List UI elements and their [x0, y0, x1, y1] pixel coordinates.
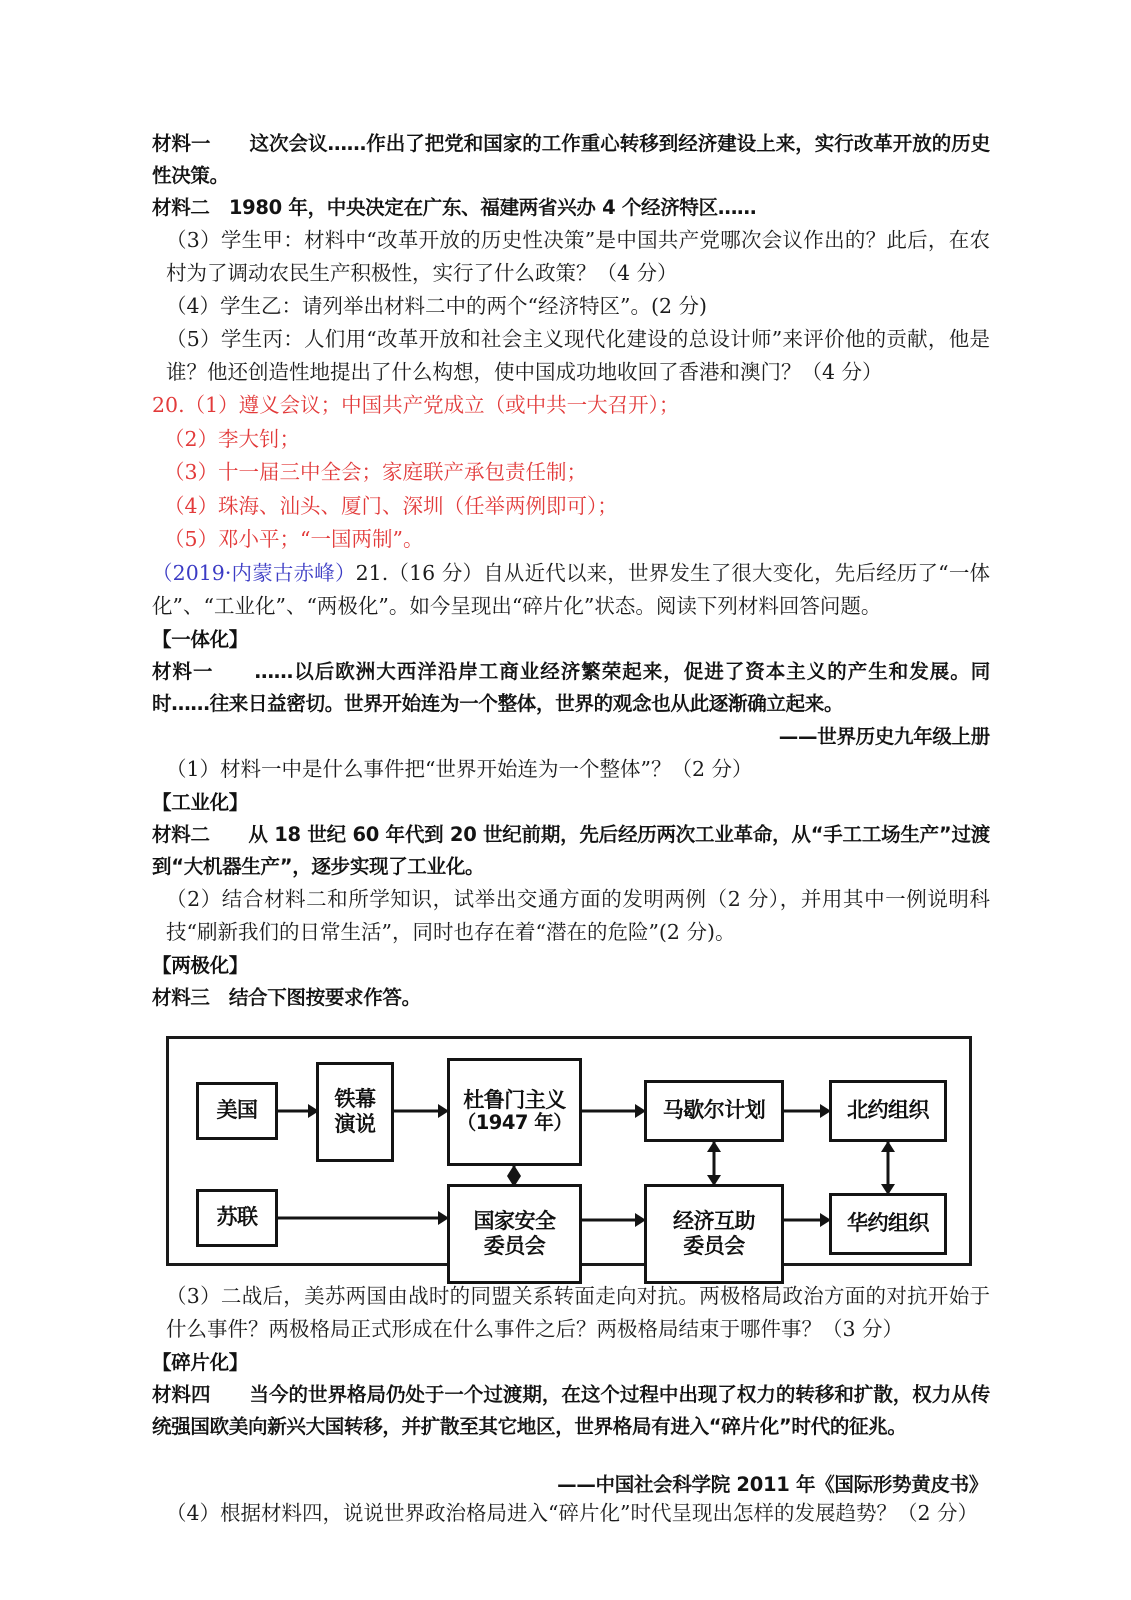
- flowchart-node-kgb-line1: 国家安全: [473, 1209, 556, 1234]
- section-head-integration: 【一体化】: [152, 627, 249, 651]
- flowchart-node-nato-label: 北约组织: [847, 1098, 929, 1123]
- material-two-text: 1980 年，中央决定在广东、福建两省兴办 4 个经济特区……: [228, 196, 757, 219]
- section-head-fragmentation: 【碎片化】: [152, 1350, 249, 1374]
- material-two-paragraph: [152, 192, 990, 224]
- flowchart-node-iron-line1: 铁幕: [334, 1087, 376, 1112]
- section1-material-paragraph: [152, 656, 990, 720]
- flowchart-node-comecon-line1: 经济互助: [673, 1209, 755, 1234]
- section4-material-text: 当今的世界格局仍处于一个过渡期，在这个过程中出现了权力的转移和扩散，权力从传统强国欧美向新兴大国转移，并扩散至其它地区，世界格局有进入“碎片化”时代的征兆。: [152, 1382, 990, 1438]
- answer-20-3: （3）十一届三中全会；家庭联产承包责任制；: [164, 460, 588, 484]
- flowchart-node-ussr: [196, 1189, 278, 1247]
- section1-material-label: 材料一: [152, 659, 214, 683]
- flowchart-node-warsaw-label: 华约组织: [847, 1211, 929, 1236]
- section4-material-label: 材料四: [152, 1382, 211, 1406]
- flowchart-node-iron-curtain-speech: [316, 1062, 394, 1162]
- section2-material-text: 从 18 世纪 60 年代到 20 世纪前期，先后经历两次工业革命，从“手工工场生产”过渡到“大机器生产”，逐步实现了工业化。: [152, 822, 990, 878]
- flowchart-node-truman-year: （1947 年）: [456, 1111, 573, 1135]
- question-20-3: （3）学生甲：材料中“改革开放的历史性决策”是中国共产党哪次会议作出的？此后，在农村为了调动农民生产积极性，实行了什么政策？（4 分）: [166, 228, 990, 285]
- page-content: [152, 128, 990, 1530]
- question-21-source-tag: （2019·内蒙古赤峰）: [152, 560, 356, 585]
- flowchart-edge-marshall-to-nato: [784, 1097, 831, 1125]
- flowchart-edge-ussr-to-kgb: [278, 1204, 449, 1232]
- section2-material-paragraph: [152, 819, 990, 883]
- flowchart-node-marshall-plan: [644, 1080, 784, 1142]
- flowchart-edge-truman-to-marshall: [582, 1097, 646, 1125]
- question-21-1: （1）材料一中是什么事件把“世界开始连为一个整体”？（2 分）: [166, 756, 753, 781]
- cold-war-flowchart: [166, 1036, 972, 1266]
- flowchart-node-usa: [196, 1082, 278, 1140]
- answer-20-2: （2）李大钊；: [164, 426, 301, 451]
- flowchart-edge-marshall-comecon-bidirectional: [702, 1141, 726, 1186]
- section2-material-label: 材料二: [152, 822, 210, 846]
- section1-material-text: ……以后欧洲大西洋沿岸工商业经济繁荣起来，促进了资本主义的产生和发展。同时……往来日益密切。世界开始连为一个整体，世界的观念也从此逐渐确立起来。: [152, 659, 991, 715]
- flowchart-node-truman-line1: 杜鲁门主义: [463, 1088, 566, 1113]
- flowchart-node-comecon-line2: 委员会: [683, 1233, 745, 1258]
- flowchart-node-iron-line2: 演说: [334, 1111, 376, 1136]
- flowchart-node-nato: [829, 1080, 947, 1142]
- question-21-stem: [152, 557, 990, 623]
- section3-material-text: 结合下图按要求作答。: [228, 985, 421, 1009]
- flowchart-edge-kgb-to-comecon: [582, 1206, 646, 1234]
- section3-material-paragraph: [152, 982, 990, 1014]
- section1-attribution: ——世界历史九年级上册: [778, 724, 990, 748]
- flowchart-edge-nato-warsaw-bidirectional: [876, 1141, 900, 1195]
- flowchart-node-kgb-line2: 委员会: [483, 1233, 546, 1258]
- question-21-4: （4）根据材料四，说说世界政治格局进入“碎片化”时代呈现出怎样的发展趋势？（2 分）: [166, 1500, 979, 1525]
- flowchart-edge-iron-to-truman: [394, 1097, 449, 1125]
- answer-20-5: （5）邓小平；“一国两制”。: [164, 527, 424, 551]
- answer-20-1: 20.（1）遵义会议；中国共产党成立（或中共一大召开）；: [152, 393, 680, 417]
- material-one-paragraph: [152, 128, 990, 192]
- material-one-label: 材料一: [152, 132, 211, 155]
- question-21-2: （2）结合材料二和所学知识，试举出交通方面的发明两例（2 分），并用其中一例说明科技“刷新我们的日常生活”，同时也存在着“潜在的危险”(2 分)。: [166, 886, 990, 944]
- material-two-label: 材料二: [152, 196, 210, 219]
- flowchart-node-truman-doctrine: [447, 1058, 582, 1166]
- question-20-5: （5）学生丙：人们用“改革开放和社会主义现代化建设的总设计师”来评价他的贡献，他是谁？他还创造性地提出了什么构想，使中国成功地收回了香港和澳门？（4 分）: [166, 327, 990, 384]
- section4-attribution: ——中国社会科学院 2011 年《国际形势黄皮书》: [557, 1472, 988, 1496]
- question-21-stem-text: 21.（16 分）自从近代以来，世界发生了很大变化，先后经历了“一体化”、“工业化”、“两极化”。如今呈现出“碎片化”状态。阅读下列材料回答问题。: [152, 560, 990, 618]
- flowchart-node-comecon: [644, 1184, 784, 1284]
- section-head-industrialization: 【工业化】: [152, 790, 249, 814]
- flowchart-node-usa-label: 美国: [216, 1098, 258, 1123]
- section3-material-label: 材料三: [152, 985, 210, 1009]
- flowchart-node-warsaw-pact: [829, 1193, 947, 1255]
- answer-20-4: （4）珠海、汕头、厦门、深圳（任举两例即可）；: [164, 493, 618, 518]
- section4-material-paragraph: [152, 1379, 990, 1443]
- section-head-bipolarization: 【两极化】: [152, 953, 249, 977]
- material-one-text: 这次会议……作出了把党和国家的工作重心转移到经济建设上来，实行改革开放的历史性决策。: [152, 132, 990, 187]
- question-21-3: （3）二战后，美苏两国由战时的同盟关系转面走向对抗。两极格局政治方面的对抗开始于什么事件？两极格局正式形成在什么事件之后？两极格局结束于哪件事？（3 分）: [166, 1283, 990, 1341]
- flowchart-edge-comecon-to-warsaw: [784, 1206, 831, 1234]
- flowchart-edge-usa-to-iron: [278, 1097, 319, 1125]
- question-20-4: （4）学生乙：请列举出材料二中的两个“经济特区”。(2 分): [166, 294, 708, 318]
- flowchart-node-marshall-label: 马歇尔计划: [662, 1098, 766, 1123]
- flowchart-node-ussr-label: 苏联: [216, 1205, 258, 1230]
- flowchart-node-kgb: [447, 1184, 582, 1284]
